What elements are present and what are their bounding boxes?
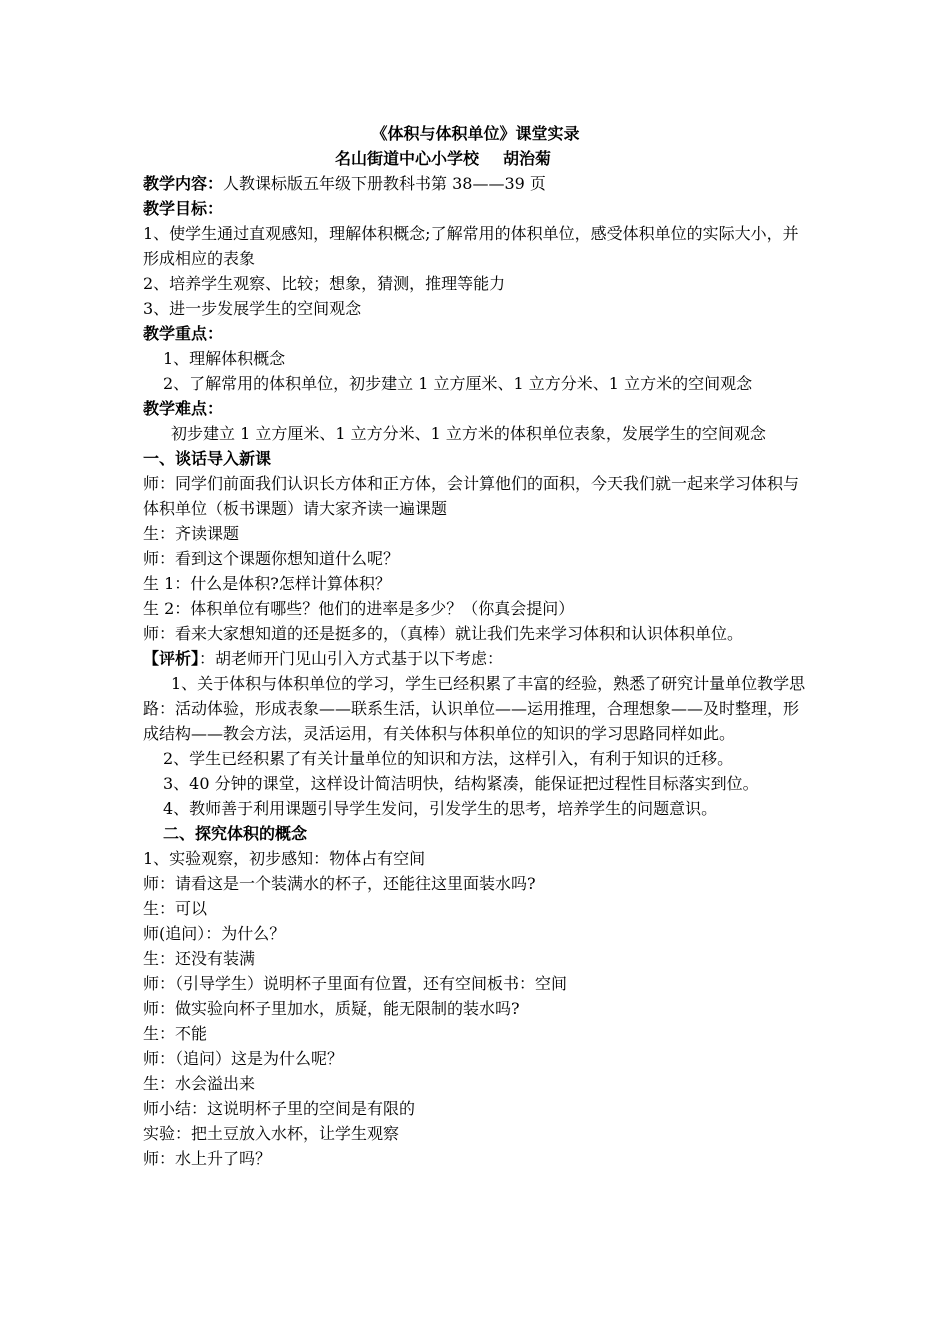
dialogue-line: 生：水会溢出来: [143, 1074, 256, 1093]
dialogue-line: 师：水上升了吗？: [143, 1149, 272, 1168]
dialogue-line: 师：请看这是一个装满水的杯子，还能往这里面装水吗?: [143, 874, 536, 893]
goal-item: 2、培养学生观察、比较；想象，猜测，推理等能力: [143, 274, 506, 293]
dialogue-line: 师：同学们前面我们认识长方体和正方体，会计算他们的面积，今天我们就一起来学习体积与体积单位（板书课题）请大家齐读一遍课题: [143, 474, 800, 518]
dialogue-line: 师小结：这说明杯子里的空间是有限的: [143, 1099, 416, 1118]
dialogue-line: 师：（追问）这是为什么呢？: [143, 1049, 344, 1068]
goal-item: 3、进一步发展学生的空间观念: [143, 299, 362, 318]
dialogue-line: 生：可以: [143, 899, 208, 918]
dialogue-line: 生 1：什么是体积?怎样计算体积？: [143, 574, 391, 593]
teaching-content: [143, 171, 808, 196]
dialogue-line: 实验：把土豆放入水杯，让学生观察: [143, 1124, 400, 1143]
dialogue-line: 生：不能: [143, 1024, 208, 1043]
document-page: [143, 121, 808, 1171]
key-points-heading: 教学重点：: [143, 324, 224, 343]
comment-line: [143, 646, 808, 671]
difficulty-text: 初步建立 1 立方厘米、1 立方分米、1 立方米的体积单位表象，发展学生的空间观念: [171, 424, 766, 443]
teaching-content-text: 人教课标版五年级下册教科书第 38——39 页: [223, 174, 546, 193]
author-line: [143, 146, 808, 171]
dialogue-line: 师(追问）：为什么？: [143, 924, 286, 943]
teaching-content-label: 教学内容：: [143, 174, 224, 193]
comment-intro: ：胡老师开门见山引入方式基于以下考虑：: [199, 649, 504, 668]
dialogue-line: 师：看来大家想知道的还是挺多的，（真棒）就让我们先来学习体积和认识体积单位。: [143, 624, 744, 643]
goals-heading: 教学目标：: [143, 199, 224, 218]
difficulty-heading: 教学难点：: [143, 399, 224, 418]
comment-point: 1、关于体积与体积单位的学习，学生已经积累了丰富的经验，熟悉了研究计量单位教学思路：活动体验，形成表象——联系生活，认识单位——运用推理，合理想象——及时整理，形成结构——教会方法，灵活运用，有关体积与体积单位的知识的学习思路同样如此。: [143, 674, 806, 743]
key-point-item: 2、了解常用的体积单位，初步建立 1 立方厘米、1 立方分米、1 立方米的空间观念: [163, 374, 753, 393]
school-name: 名山街道中心小学校: [335, 149, 480, 168]
section-1-heading: 一、谈话导入新课: [143, 449, 272, 468]
dialogue-line: 生：还没有装满: [143, 949, 256, 968]
dialogue-line: 1、实验观察，初步感知：物体占有空间: [143, 849, 426, 868]
section-2-heading: 二、探究体积的概念: [163, 824, 308, 843]
document-title: 《体积与体积单位》课堂实录: [371, 124, 580, 143]
dialogue-line: 生：齐读课题: [143, 524, 240, 543]
dialogue-line: 师：做实验向杯子里加水，质疑，能无限制的装水吗?: [143, 999, 520, 1018]
dialogue-line: 生 2：体积单位有哪些？他们的进率是多少？（你真会提问）: [143, 599, 575, 618]
comment-label: 【评析】: [143, 649, 200, 668]
dialogue-line: 师：（引导学生）说明杯子里面有位置，还有空间板书：空间: [143, 974, 568, 993]
comment-point: 3、40 分钟的课堂，这样设计简洁明快，结构紧凑，能保证把过程性目标落实到位。: [163, 774, 759, 793]
author-name: 胡治菊: [503, 149, 552, 168]
key-point-item: 1、理解体积概念: [163, 349, 286, 368]
comment-point: 4、教师善于利用课题引导学生发问，引发学生的思考，培养学生的问题意识。: [163, 799, 718, 818]
comment-point: 2、学生已经积累了有关计量单位的知识和方法，这样引入，有利于知识的迁移。: [163, 749, 734, 768]
goal-item: 1、使学生通过直观感知，理解体积概念;了解常用的体积单位，感受体积单位的实际大小，并形成相应的表象: [143, 224, 799, 268]
dialogue-line: 师：看到这个课题你想知道什么呢？: [143, 549, 400, 568]
